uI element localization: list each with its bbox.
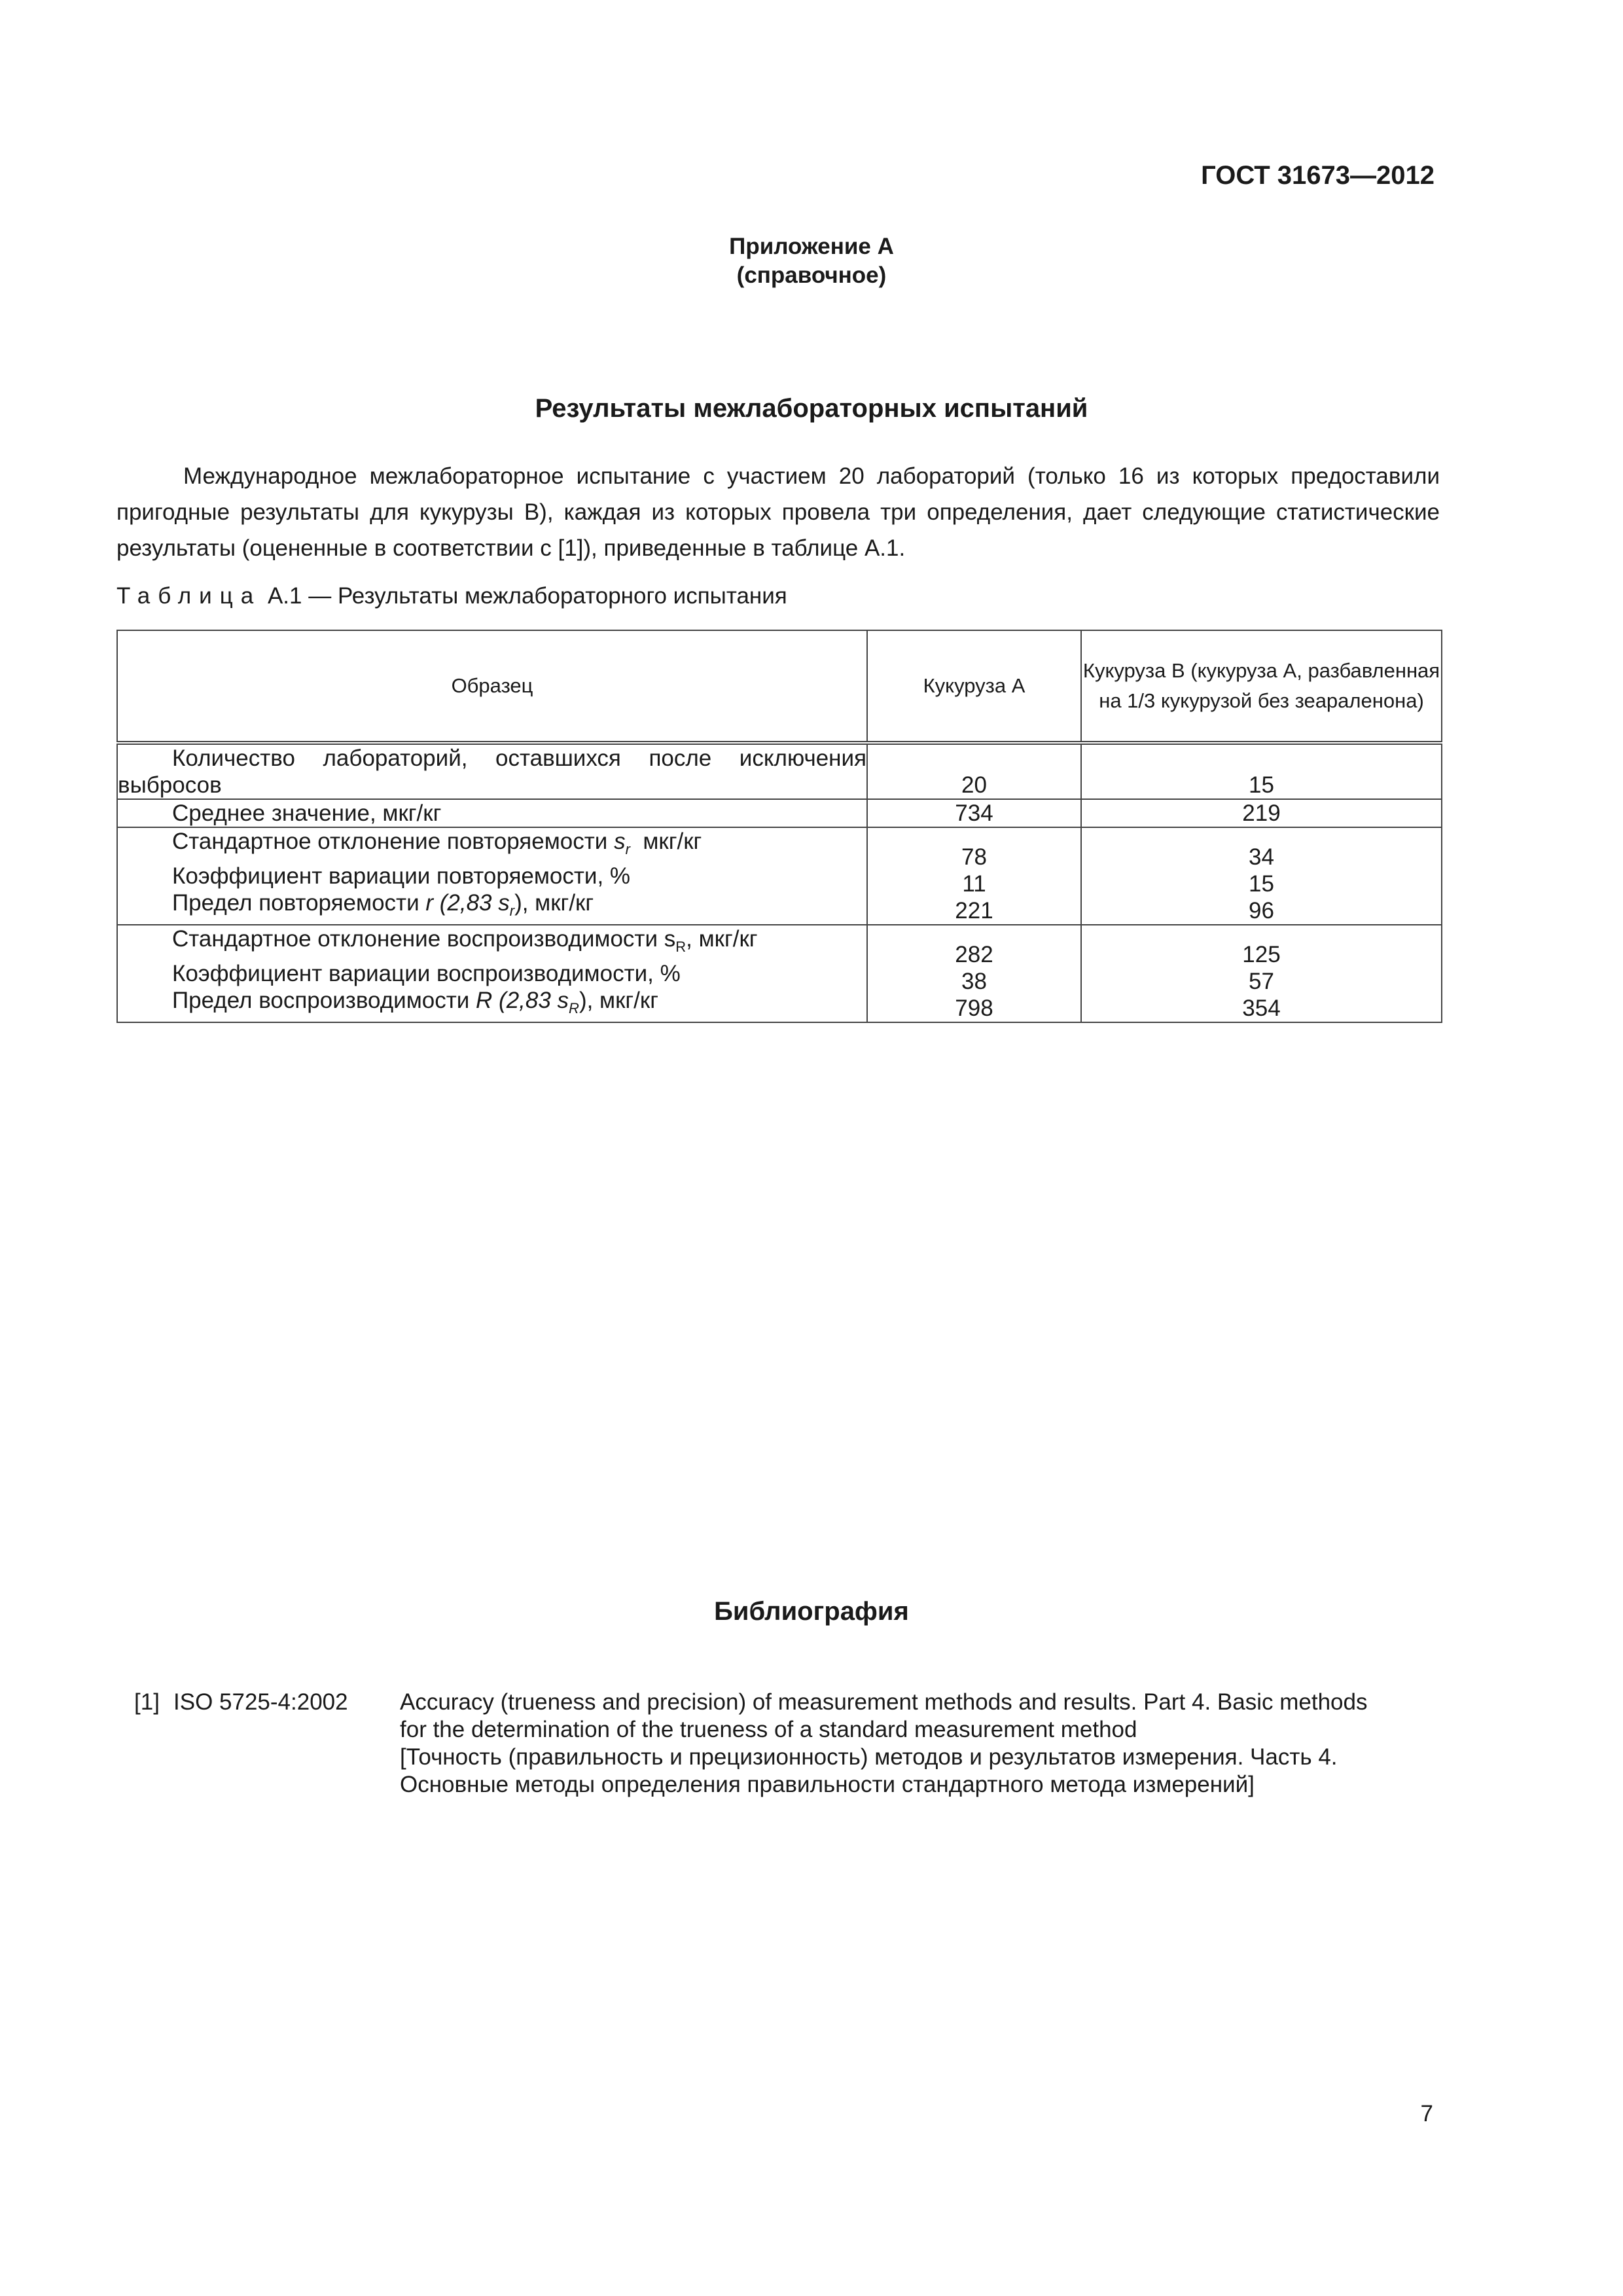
row-mean-corn-a: 734 bbox=[867, 799, 1081, 827]
row-labs-label-line: Количество лабораторий, оставшихся после исключения bbox=[172, 745, 866, 771]
value: 96 bbox=[1249, 898, 1274, 924]
ref-line: Accuracy (trueness and precision) of measurement methods and results. Part 4. Basic methods bbox=[400, 1689, 1368, 1715]
ref-line: for the determination of the trueness of a standard measurement method bbox=[400, 1717, 1137, 1742]
ref-description bbox=[400, 1689, 1447, 1799]
repeatability-sd-sub: r bbox=[625, 841, 630, 857]
table-row bbox=[117, 925, 1442, 1022]
repeatability-sd-symbol: s bbox=[614, 829, 626, 854]
header-corn-a: Кукуруза А bbox=[867, 630, 1081, 743]
value: 125 bbox=[1242, 942, 1281, 967]
row-labs-corn-b: 15 bbox=[1081, 743, 1442, 799]
row-mean-corn-b: 219 bbox=[1081, 799, 1442, 827]
reproducibility-sd-sub: R bbox=[675, 939, 687, 955]
intro-paragraph: Международное межлабораторное испытание с участием 20 лабораторий (только 16 из которых предоставили пригодные результаты для кукурузы В), каждая из которых провела три определения, дает следующие статистические результаты (оцененные в соответствии с [1]), приведенные в таблице А.1. bbox=[116, 463, 1440, 561]
header-corn-b-line: Кукуруза В (кукуруза А, bbox=[1082, 659, 1302, 682]
page-number: 7 bbox=[1420, 2101, 1433, 2126]
repeatability-limit-unit: ), мкг/кг bbox=[514, 890, 594, 916]
row-reproducibility-corn-a bbox=[867, 925, 1081, 1022]
table-row bbox=[117, 799, 1442, 827]
header-corn-b-line: разбавленная на 1/3 кукурузой bbox=[1099, 659, 1440, 712]
results-table bbox=[116, 630, 1442, 1023]
value: 15 bbox=[1249, 871, 1274, 897]
section-title: Результаты межлабораторных испытаний bbox=[535, 394, 1088, 423]
row-labs-label bbox=[117, 743, 867, 799]
table-caption-text: А.1 — Результаты межлабораторного испытания bbox=[261, 583, 787, 609]
ref-line: Основные методы определения правильности стандартного метода измерений] bbox=[400, 1772, 1255, 1797]
row-labs-corn-a: 20 bbox=[867, 743, 1081, 799]
repeatability-limit-formula: r (2,83 s bbox=[425, 890, 510, 916]
row-repeatability-labels bbox=[117, 827, 867, 925]
reproducibility-cv-label: Коэффициент вариации воспроизводимости, % bbox=[172, 961, 681, 986]
row-repeatability-corn-a bbox=[867, 827, 1081, 925]
value: 798 bbox=[955, 996, 993, 1021]
document-code: ГОСТ 31673—2012 bbox=[1201, 161, 1435, 190]
value: 221 bbox=[955, 898, 993, 924]
appendix-subtitle: (справочное) bbox=[736, 262, 887, 288]
row-mean-label-text: Среднее значение, мкг/кг bbox=[172, 800, 442, 826]
value: 282 bbox=[955, 942, 993, 967]
reproducibility-sd-text: Стандартное отклонение воспроизводимости s bbox=[172, 926, 676, 952]
row-mean-label bbox=[117, 799, 867, 827]
repeatability-limit-sub: r bbox=[509, 903, 515, 919]
value: 354 bbox=[1242, 996, 1281, 1021]
value: 34 bbox=[1249, 844, 1274, 870]
value: 57 bbox=[1249, 969, 1274, 994]
table-header-row bbox=[117, 630, 1442, 743]
header-sample: Образец bbox=[117, 630, 867, 743]
repeatability-limit-label bbox=[118, 889, 866, 924]
value: 38 bbox=[961, 969, 987, 994]
value: 78 bbox=[961, 844, 987, 870]
table-row bbox=[117, 827, 1442, 925]
row-labs-label-line: выбросов bbox=[118, 772, 222, 798]
row-reproducibility-corn-b bbox=[1081, 925, 1442, 1022]
row-reproducibility-labels bbox=[117, 925, 867, 1022]
bibliography-title: Библиография bbox=[714, 1597, 909, 1626]
ref-line: [Точность (правильность и прецизионность) методов и результатов измерения. Часть 4. bbox=[400, 1744, 1338, 1770]
reproducibility-sd-label bbox=[118, 925, 866, 960]
header-corn-b-line: без зеараленона) bbox=[1257, 689, 1424, 712]
ref-standard-code: ISO 5725-4:2002 bbox=[173, 1689, 348, 1715]
header-corn-b bbox=[1081, 630, 1442, 743]
reproducibility-sd-unit: , мкг/кг bbox=[686, 926, 758, 952]
appendix-title: Приложение А bbox=[729, 234, 894, 259]
repeatability-cv-label: Коэффициент вариации повторяемости, % bbox=[172, 863, 631, 889]
table-caption bbox=[116, 583, 787, 609]
ref-number: [1] bbox=[134, 1689, 160, 1715]
reproducibility-limit-sub: R bbox=[569, 1000, 579, 1016]
reproducibility-limit-text: Предел воспроизводимости bbox=[172, 988, 476, 1013]
table-row bbox=[117, 743, 1442, 799]
row-repeatability-corn-b bbox=[1081, 827, 1442, 925]
reproducibility-limit-unit: ), мкг/кг bbox=[579, 988, 658, 1013]
repeatability-sd-text: Стандартное отклонение повторяемости bbox=[172, 829, 615, 854]
repeatability-sd-label bbox=[118, 828, 866, 863]
repeatability-sd-unit: мкг/кг bbox=[630, 829, 702, 854]
repeatability-limit-text: Предел повторяемости bbox=[172, 890, 426, 916]
table-caption-word: Таблица bbox=[116, 583, 262, 609]
reproducibility-limit-label bbox=[118, 987, 866, 1022]
reproducibility-limit-formula: R (2,83 s bbox=[476, 988, 569, 1013]
value: 11 bbox=[962, 871, 986, 897]
